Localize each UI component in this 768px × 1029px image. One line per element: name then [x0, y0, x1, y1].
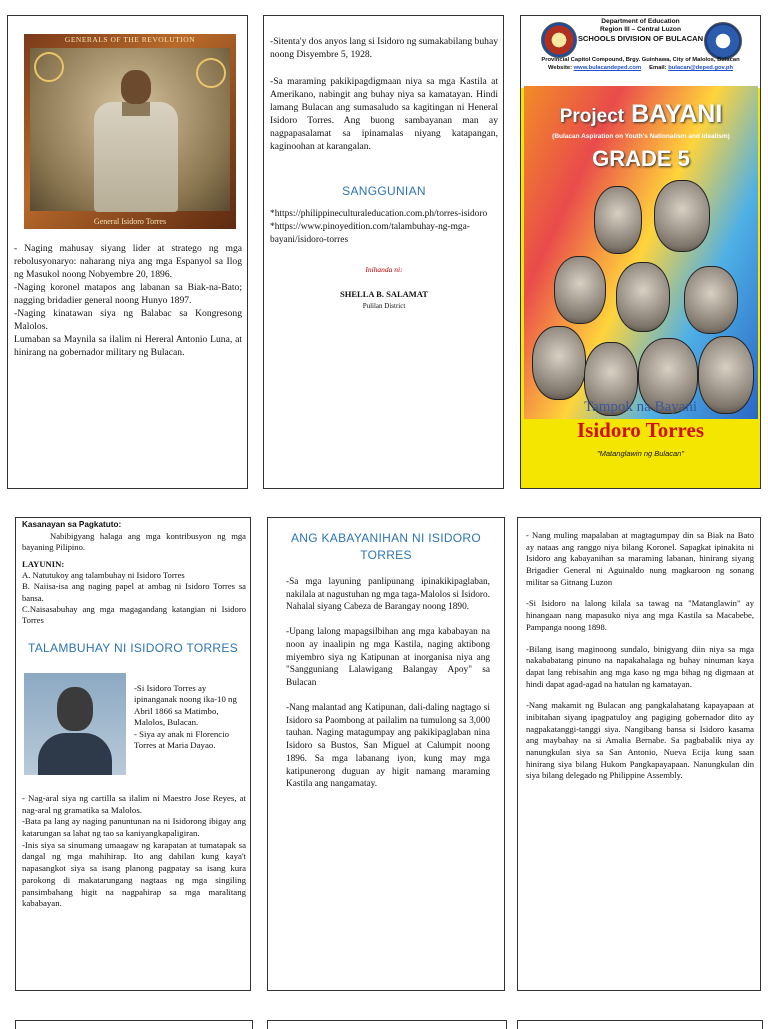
bio-bottom-text [22, 793, 246, 910]
hero-face-icon [684, 266, 738, 334]
hero-nickname: "Matanglawin ng Bulacan" [596, 449, 685, 458]
paragraph: -Bilang isang maginoong sundalo, binigyang diin niya sa mga nakababatang pinuno na napakahalaga ng buhay ninuman kaya dapat lang rebisahin ang mga kaso ng mga bihag ng digmaan at hindi dapat agad-agad na hatulan ng kamatayan. [526, 643, 754, 689]
dept-line: Region III – Central Luzon [600, 26, 681, 34]
next-page-edge [267, 1020, 507, 1029]
paragraph: -Bata pa lang ay naging panuntunan na ni Isidorong ibigay ang katarungan sa lahat ng tao sa kaniyangkapaligiran. [22, 816, 246, 839]
paragraph: - Nang muling mapalaban at magtagumpay din sa Biak na Bato ay nataas ang ranggo niya bilang Koronel. Sapagkat ipinakita ni Isidoro ang kabayanihan sa maraming labanan, hinirang siyang Brigadier General ni Aguinaldo nung magkaroon ng sonang militar sa Gitnang Luzon [526, 530, 754, 587]
grade-label: GRADE 5 [592, 146, 690, 171]
paragraph: -Sitenta'y dos anyos lang si Isidoro ng sumakabilang buhay noong Disyembre 5, 1928. [270, 36, 498, 61]
project-name: BAYANI [631, 100, 723, 128]
hero-name: Isidoro Torres [576, 418, 704, 442]
hero-face-icon [654, 180, 710, 252]
panel6-text [526, 530, 754, 792]
paragraph: -Upang lalong mapagsilbihan ang mga kababayan na noon ay inaalipin ng mga Kastila, naging aktibong miyembro siya ng Katipunan at inorganisa niya ang "Sangguniang Lalawigang Balangay Apoy" sa Bulacan [286, 627, 490, 689]
panel-6 [517, 517, 761, 991]
dept-line: SCHOOLS DIVISION OF BULACAN [577, 34, 704, 44]
portrait-photo [30, 48, 230, 211]
layunin-label: LAYUNIN: [22, 559, 65, 569]
paragraph: -Sa maraming pakikipagdigmaan niya sa mga Kastila at Amerikano, nabingit ang buhay niya sa kamatayan. Hindi lamang Bulacan ang sumasaludo sa kagitingan ni Heneral Isidoro Torres. Ang buong sambayanan man ay nagpapasalamat sa ipinamalas niyang katapangan, kaginoohan at karangalan. [270, 76, 498, 153]
hero-face-icon [616, 262, 670, 332]
next-page-edge [517, 1020, 763, 1029]
portrait-caption: General Isidoro Torres [93, 217, 167, 226]
paragraph: Lumaban sa Maynila sa ilalim ni Hereral Antonio Luna, at hinirang na gobernador military ng Bulacan. [14, 334, 242, 359]
reference-link[interactable]: *https://www.pinoyedition.com/talambuhay-ng-mga-bayani/isidoro-torres [270, 221, 470, 245]
hero-face-icon [554, 256, 606, 324]
address-block [521, 56, 760, 72]
panel-1 [7, 15, 248, 489]
next-page-edge [15, 1020, 253, 1029]
figure-head [121, 70, 151, 104]
prepared-by-label: Inihanda ni: [365, 265, 403, 275]
panel-2 [263, 15, 504, 489]
reference-link[interactable]: *https://philippineculturaleducation.com.ph/torres-isidoro [270, 208, 488, 219]
paragraph: - Naging mahusay siyang lider at stratego ng mga rebolusyonaryo: naharang niya ang mga Espanyol sa Ilog ng Masukol noong Nobyembre 20, 1896. [14, 243, 242, 281]
paragraph: -Inis siya sa sinumang umaagaw ng karapatan at tumatapak sa dangal ng mga mahihirap. Ito ang dahilan kung kaya't napasangkot siya sa isang planong pagpatay sa isang kura parokong di makatarungang nagtaas ng mga singiling pansimbahang higit na nagpahirap sa mga maralitang kababayan. [22, 839, 246, 909]
figure-collar [122, 102, 150, 116]
paragraph: -Nang makamit ng Bulacan ang pangkalahatang kapayapaan at inibitahan siyang ipagpatuloy ang pagiging gobernador dito ay nagpakatanggi-tanggi siya. Nangibang bansa si Isidoro kasama ang maybahay na si Amalia Bernabe. Sa pagbabalik niya ay nanungkulan siya sa San Antonio, Nueva Ecija kung saan hinirang siya bilang Hukom Pangkapayapaan. Nanungkulan din siya bilang delegado ng Philippine Assembly. [526, 700, 754, 781]
kasanayan-label: Kasanayan sa Pagkatuto: [22, 520, 122, 529]
sun-icon [34, 52, 64, 82]
sanggunian-heading: SANGGUNIAN [342, 184, 426, 199]
paragraph: -Si Isidoro na lalong kilala sa tawag na "Matanglawin" ay hinangaan nang mapasuko niya ang mga Kastila sa Macabebe, Pampanga noong 1898. [526, 598, 754, 632]
website-label: Website: [547, 65, 573, 72]
project-prefix: Project [559, 106, 625, 127]
torres-portrait [24, 673, 126, 775]
dept-line: Department of Education [601, 18, 680, 25]
hero-face-icon [532, 326, 586, 400]
cover-panel [520, 15, 761, 489]
website-link[interactable]: www.bulacandeped.com [573, 65, 642, 72]
paragraph: -Nang malantad ang Katipunan, dali-daling nagtago si Isidoro sa Paombong at pailalim na tumulong sa 3,000 tauhan. Naging matagumpay ang pakikipaglaban nina Isidoro sa Bustos, San Miguel at Calumpit noong 1896. Sa mga labanang iyon, kung may mga katipunerong duguan ay higit namang maraming Kastila ang nangamatay. [286, 702, 490, 790]
kabayanihan-heading: ANG KABAYANIHAN NI ISIDORO TORRES [290, 531, 482, 563]
address: Provincial Capitol Compound, Brgy. Guinhawa, City of Malolos, Bulacan [541, 57, 740, 63]
cover-bottom [521, 392, 760, 489]
portrait-head [57, 687, 93, 731]
panel2-text [270, 35, 498, 311]
paragraph: -Naging kinatawan siya ng Balabac sa Kongresong Malolos. [14, 308, 242, 333]
learning-objectives [22, 520, 246, 626]
objective-item: C.Naisasabuhay ang mga magagandang katangian ni Isidoro Torres [22, 603, 246, 625]
email-link[interactable]: bulacan@deped.gov.ph [668, 65, 734, 72]
preparer-role: Pulilan District [362, 301, 406, 310]
bio-line: - Siya ay anak ni Florencio Torres at Maria Dayao. [134, 728, 230, 751]
email-label: Email: [649, 65, 667, 72]
figure-body [94, 102, 178, 212]
talambuhay-heading: TALAMBUHAY NI ISIDORO TORRES [28, 641, 238, 655]
panel-4 [15, 517, 251, 991]
department-block [521, 18, 760, 44]
portrait-title: GENERALS OF THE REVOLUTION [64, 35, 196, 44]
references [270, 208, 498, 247]
panel5-text [286, 576, 490, 803]
bio-line: -Si Isidoro Torres ay ipinanganak noong ika-10 ng Abril 1866 sa Matimbo, Malolos, Bulacan. [134, 683, 237, 728]
portrait-body [38, 733, 112, 775]
paragraph: -Naging koronel matapos ang labanan sa Biak-na-Bato; nagging bridadier general noong Hunyo 1897. [14, 282, 242, 307]
cover-header [521, 16, 760, 88]
objective-item: A. Natutukoy ang talambuhay ni Isidoro Torres [22, 570, 185, 581]
cover-artwork [524, 86, 758, 419]
project-title [524, 100, 758, 129]
objective-item: B. Naiisa-isa ang naging papel at ambag ni Isidoro Torres sa bansa. [22, 581, 246, 603]
paragraph: - Nag-aral siya ng cartilla sa ilalim ni Maestro Jose Reyes, at nag-aral ng gramatika sa Malolos. [22, 793, 246, 815]
sun-icon [196, 58, 226, 88]
general-portrait [24, 34, 236, 229]
featured-label: Tampok na Bayani [583, 399, 698, 415]
paragraph: -Sa mga layuning panlipunang ipinakikipaglaban, nakilala at nagustuhan ng mga taga-Malolos si Isidoro. Nahalal siyang Cabeza de Barangay noong 1890. [286, 577, 490, 613]
bio-side-text [134, 683, 246, 752]
panel1-text [14, 242, 242, 359]
kasanayan-text: Nabibigyang halaga ang mga kontribusyon ng mga bayaning Pilipino. [22, 530, 246, 552]
preparer-name: SHELLA B. SALAMAT [340, 289, 428, 300]
contact-line [521, 64, 760, 72]
project-tagline: (Bulacan Aspiration on Youth's Nationalism and Idealism) [552, 133, 730, 140]
panel-5 [267, 517, 505, 991]
hero-face-icon [594, 186, 642, 254]
